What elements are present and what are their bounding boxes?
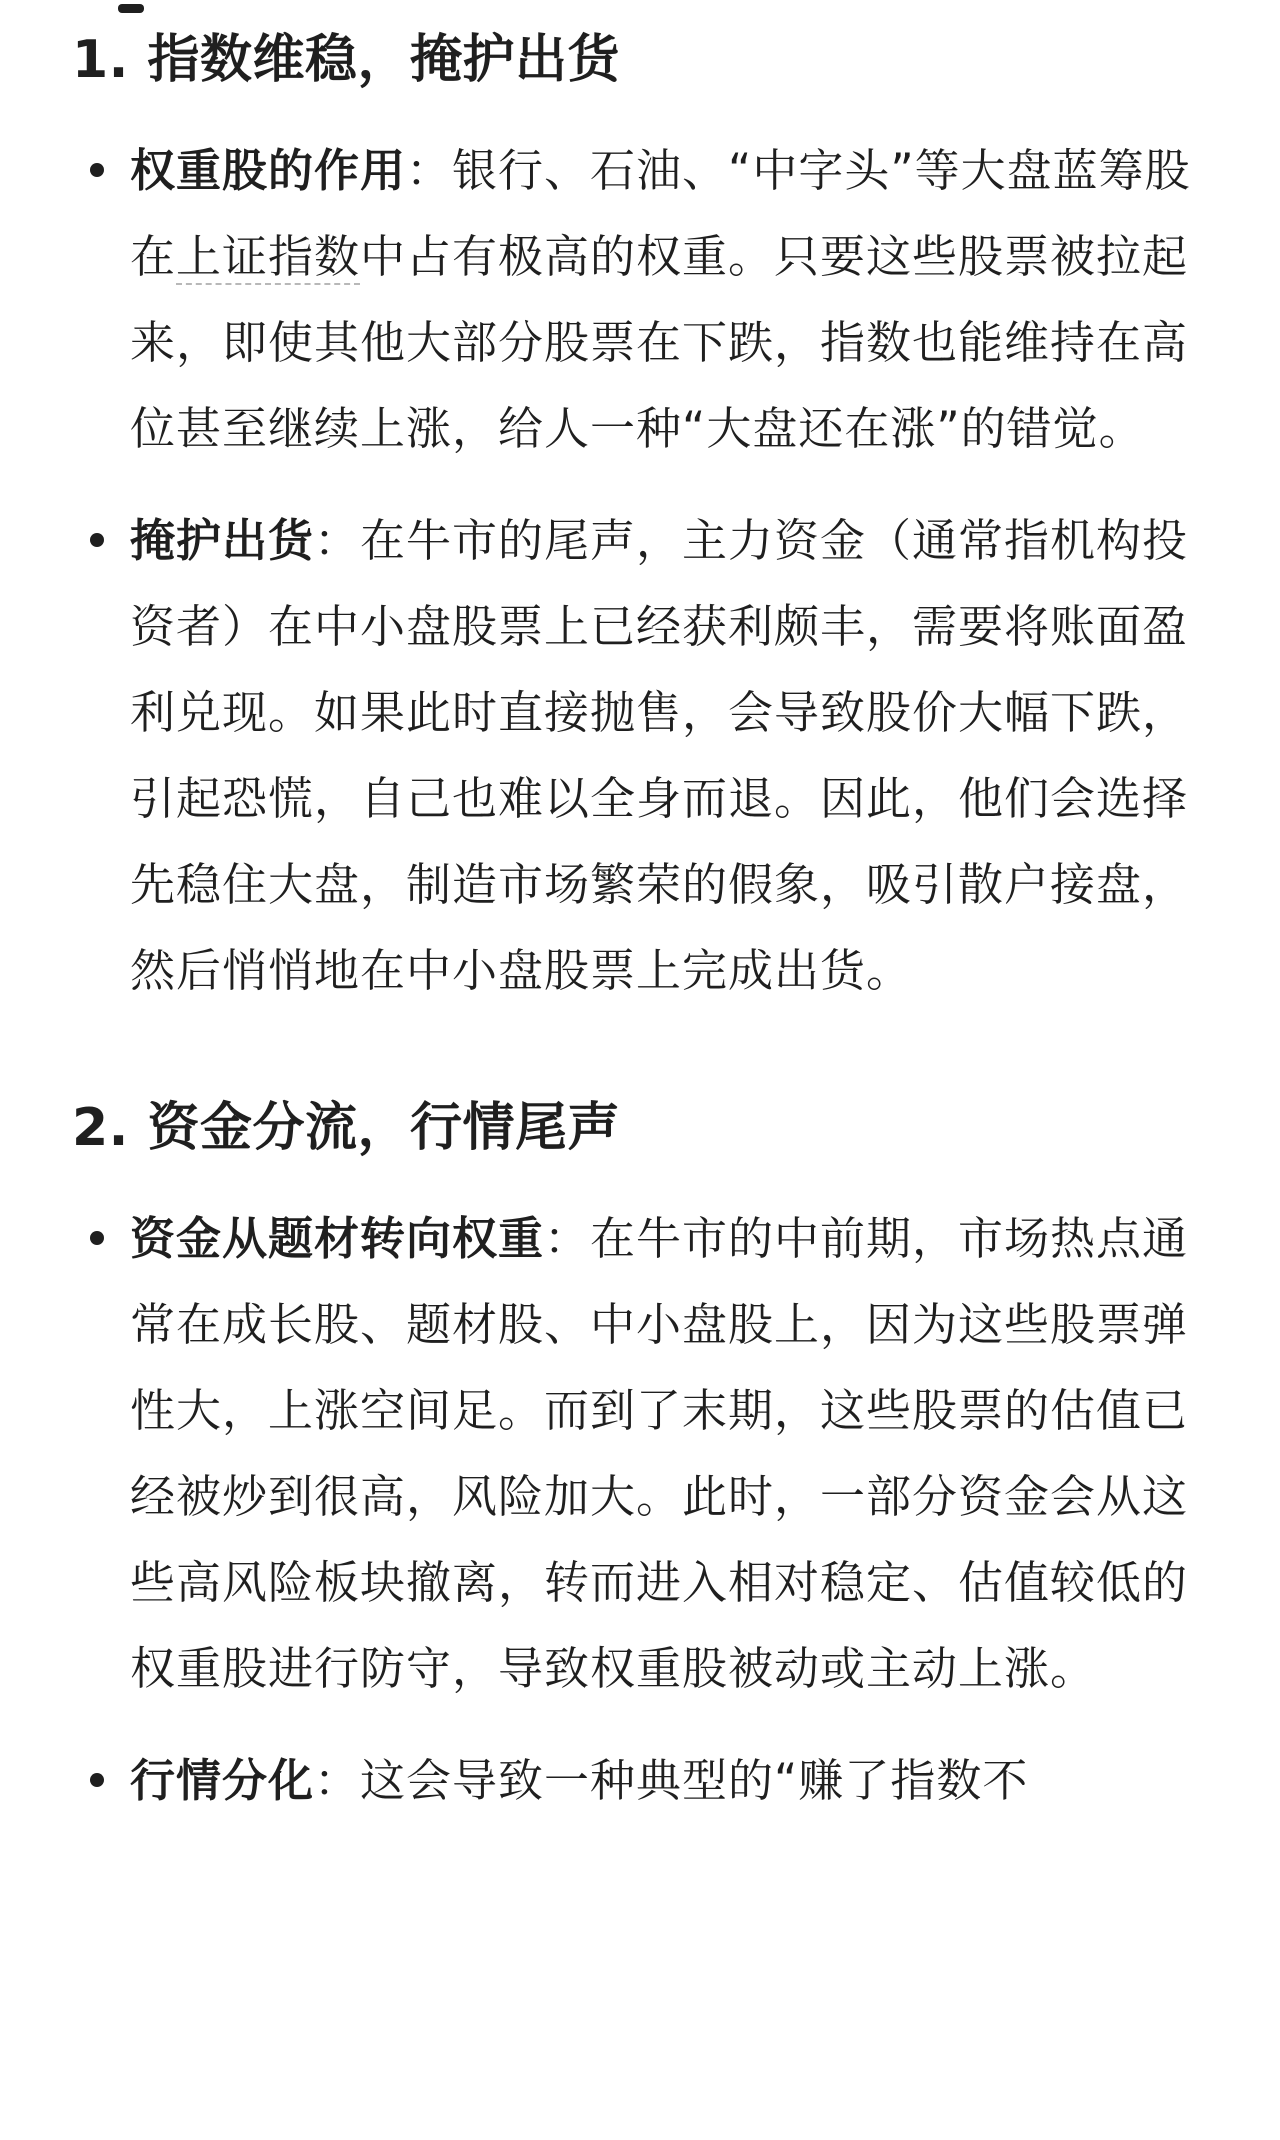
bullet-text: 在牛市的尾声，主力资金（通常指机构投资者）在中小盘股票上已经获利颇丰，需要将账面盈利兑现。如果此时直接抛售，会导致股价大幅下跌，引起恐慌，自己也难以全身而退。因此，他们会选择先稳住大盘，制造市场繁荣的假象，吸引散户接盘，然后悄悄地在中小盘股票上完成出货。 xyxy=(130,514,1189,997)
list-item xyxy=(72,498,1222,1014)
bullet-icon xyxy=(90,1773,104,1787)
article-content xyxy=(72,20,1222,1850)
bullet-text: 在牛市的中前期，市场热点通常在成长股、题材股、中小盘股上，因为这些股票弹性大，上涨空间足。而到了末期，这些股票的估值已经被炒到很高，风险加大。此时，一部分资金会从这些高风险板块撤离，转而进入相对稳定、估值较低的权重股进行防守，导致权重股被动或主动上涨。 xyxy=(130,1212,1189,1695)
bullet-icon xyxy=(90,1231,104,1245)
bullet-term: 行情分化 xyxy=(130,1754,315,1807)
section-2-list xyxy=(72,1196,1222,1824)
bullet-separator: ： xyxy=(314,514,361,567)
bullet-term: 资金从题材转向权重 xyxy=(130,1212,545,1265)
bullet-text: 中占有极高的权重。只要这些股票被拉起来，即使其他大部分股票在下跌，指数也能维持在高位甚至继续上涨，给人一种“大盘还在涨”的错觉。 xyxy=(130,230,1189,455)
section-heading-2: 2. 资金分流，行情尾声 xyxy=(72,1098,621,1158)
bullet-separator: ： xyxy=(314,1754,361,1807)
bullet-text: 银行、石油、“中字头”等大盘蓝筹股在 xyxy=(130,144,1191,283)
bullet-term: 掩护出货 xyxy=(130,514,315,567)
list-item xyxy=(72,1196,1222,1712)
bullet-icon xyxy=(90,533,104,547)
list-item xyxy=(72,1738,1222,1824)
bullet-separator: ： xyxy=(544,1212,591,1265)
bullet-separator: ： xyxy=(406,144,453,197)
bullet-icon xyxy=(90,163,104,177)
section-1-list xyxy=(72,128,1222,1014)
glossary-link[interactable]: 上证指数 xyxy=(176,230,361,283)
scroll-indicator xyxy=(118,4,144,13)
bullet-term: 权重股的作用 xyxy=(130,144,407,197)
bullet-text: 这会导致一种典型的“赚了指数不 xyxy=(360,1754,1029,1807)
section-heading-1: 1. 指数维稳，掩护出货 xyxy=(72,30,621,90)
list-item xyxy=(72,128,1222,472)
